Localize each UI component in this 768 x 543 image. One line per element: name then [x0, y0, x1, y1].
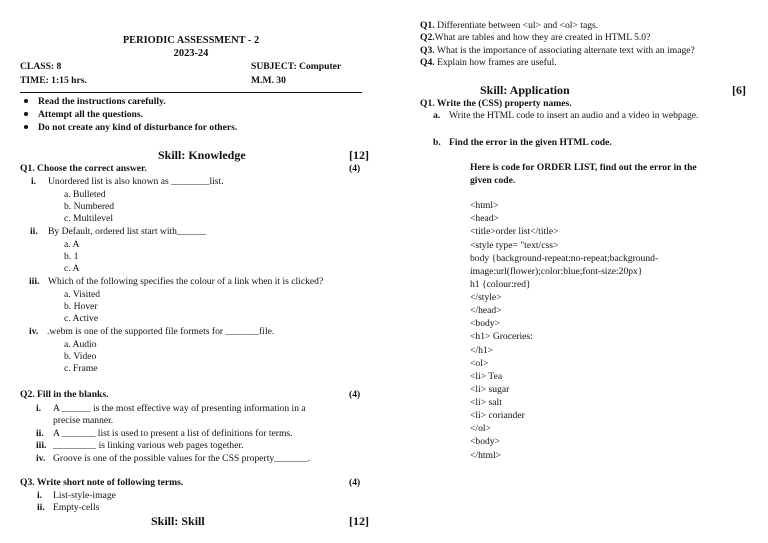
code-line: <li> coriander — [470, 410, 525, 421]
code-line: <h1> Groceries: — [470, 331, 533, 342]
option-item: b. Numbered — [64, 201, 115, 212]
question-number: i. — [36, 403, 42, 414]
question-text: .webm is one of the supported file formets for _______file. — [47, 326, 275, 337]
question-text: _________ is linking various web pages together. — [53, 440, 244, 451]
code-line: <li> salt — [470, 397, 502, 408]
q1-marks: (4) — [349, 163, 361, 174]
option-item: a. Visited — [64, 289, 101, 300]
code-intro-line1: Here is code for ORDER LIST, find out the error in the — [470, 162, 697, 173]
time-label: TIME: 1:15 hrs. — [20, 75, 87, 86]
instruction-item: Do not create any kind of disturbance for others. — [24, 122, 237, 134]
question-text: A ______ is the most effective way of presenting information in a — [53, 403, 306, 414]
question-number: iv. — [36, 453, 46, 464]
option-item: b. 1 — [64, 251, 79, 262]
class-label: CLASS: 8 — [20, 61, 62, 72]
question-text: Groove is one of the possible values for the CSS property_______. — [53, 453, 311, 464]
question-text: By Default, ordered list start with______ — [48, 226, 206, 237]
bullet-icon — [24, 112, 28, 116]
option-item: c. Active — [64, 313, 99, 324]
question-number: iii. — [36, 440, 47, 451]
instruction-item: Read the instructions carefully. — [24, 96, 166, 108]
subject-label: SUBJECT: Computer — [251, 61, 342, 72]
app-a-label: a. — [433, 110, 441, 121]
bullet-icon — [24, 99, 28, 103]
bullet-icon — [24, 125, 28, 129]
app-b-label: b. — [433, 137, 441, 148]
q1-title: Q1. Choose the correct answer. — [20, 163, 147, 174]
code-line: <ol> — [470, 358, 489, 369]
question-number: ii. — [30, 226, 38, 237]
question-number: ii. — [37, 502, 45, 513]
option-item: b. Hover — [64, 301, 98, 312]
question-number: ii. — [36, 428, 44, 439]
application-marks: [6] — [732, 83, 746, 97]
option-item: a. Audio — [64, 339, 97, 350]
question-text: Unordered list is also known as ________list. — [48, 176, 224, 187]
question-text: A _______ list is used to present a list of definitions for terms. — [53, 428, 293, 439]
max-marks-label: M.M. 30 — [251, 75, 286, 86]
option-item: a. Bulleted — [64, 189, 106, 200]
q2-title: Q2. Fill in the blanks. — [20, 389, 109, 400]
skill-question: Q4. Explain how frames are useful. — [420, 57, 557, 68]
exam-year: 2023-24 — [173, 48, 209, 59]
instruction-item: Attempt all the questions. — [24, 109, 143, 121]
skill-question: Q3. What is the importance of associating alternate text with an image? — [420, 45, 695, 56]
question-number: iii. — [29, 276, 40, 287]
skill-marks: [12] — [349, 514, 369, 528]
question-text: precise manner. — [53, 415, 114, 426]
header-divider — [20, 92, 362, 93]
q3-marks: (4) — [349, 477, 361, 488]
code-line: </head> — [470, 305, 502, 316]
q3-title: Q3. Write short note of following terms. — [20, 477, 184, 488]
code-line: </style> — [470, 292, 502, 303]
code-intro-line2: given code. — [470, 175, 516, 186]
code-line: <title>order list</title> — [470, 226, 559, 237]
code-line: h1 {colour:red} — [470, 279, 531, 290]
q2-marks: (4) — [349, 389, 361, 400]
code-line: </h1> — [470, 345, 494, 356]
question-number: iv. — [29, 326, 39, 337]
code-line: </ol> — [470, 423, 491, 434]
skill-question: Q1. Differentiate between <ul> and <ol> tags. — [420, 20, 599, 31]
question-number: i. — [31, 176, 37, 187]
option-item: c. A — [64, 263, 80, 274]
knowledge-heading: Skill: Knowledge — [158, 148, 246, 162]
app-a-text: Write the HTML code to insert an audio and a video in webpage. — [449, 110, 699, 121]
option-item: c. Frame — [64, 363, 98, 374]
code-line: </html> — [470, 450, 502, 461]
code-line: <html> — [470, 200, 499, 211]
code-line: <body> — [470, 318, 501, 329]
question-text: Empty-cells — [53, 502, 100, 513]
application-heading: Skill: Application — [480, 83, 570, 97]
code-line: <head> — [470, 213, 499, 224]
option-item: b. Video — [64, 351, 97, 362]
code-line: <li> sugar — [470, 384, 510, 395]
code-line: <li> Tea — [470, 371, 503, 382]
code-line: image:url(flower);color:blue;font-size:20px} — [470, 266, 643, 277]
option-item: c. Multilevel — [64, 213, 114, 224]
code-line: body {background-repeat:no-repeat;background- — [470, 253, 659, 264]
skill-question: Q2.What are tables and how they are created in HTML 5.0? — [420, 32, 651, 43]
app-b-text: Find the error in the given HTML code. — [449, 137, 612, 148]
question-number: i. — [37, 490, 43, 501]
question-text: List-style-image — [53, 490, 116, 501]
exam-title: PERIODIC ASSESSMENT - 2 — [122, 35, 260, 46]
knowledge-marks: [12] — [349, 148, 369, 162]
app-q1-title: Q1. Write the (CSS) property names. — [420, 98, 572, 109]
code-line: <style type= "text/css> — [470, 240, 559, 251]
code-line: <body> — [470, 436, 501, 447]
question-text: Which of the following specifies the colour of a link when it is clicked? — [48, 276, 324, 287]
skill-heading: Skill: Skill — [151, 514, 205, 528]
option-item: a. A — [64, 239, 80, 250]
